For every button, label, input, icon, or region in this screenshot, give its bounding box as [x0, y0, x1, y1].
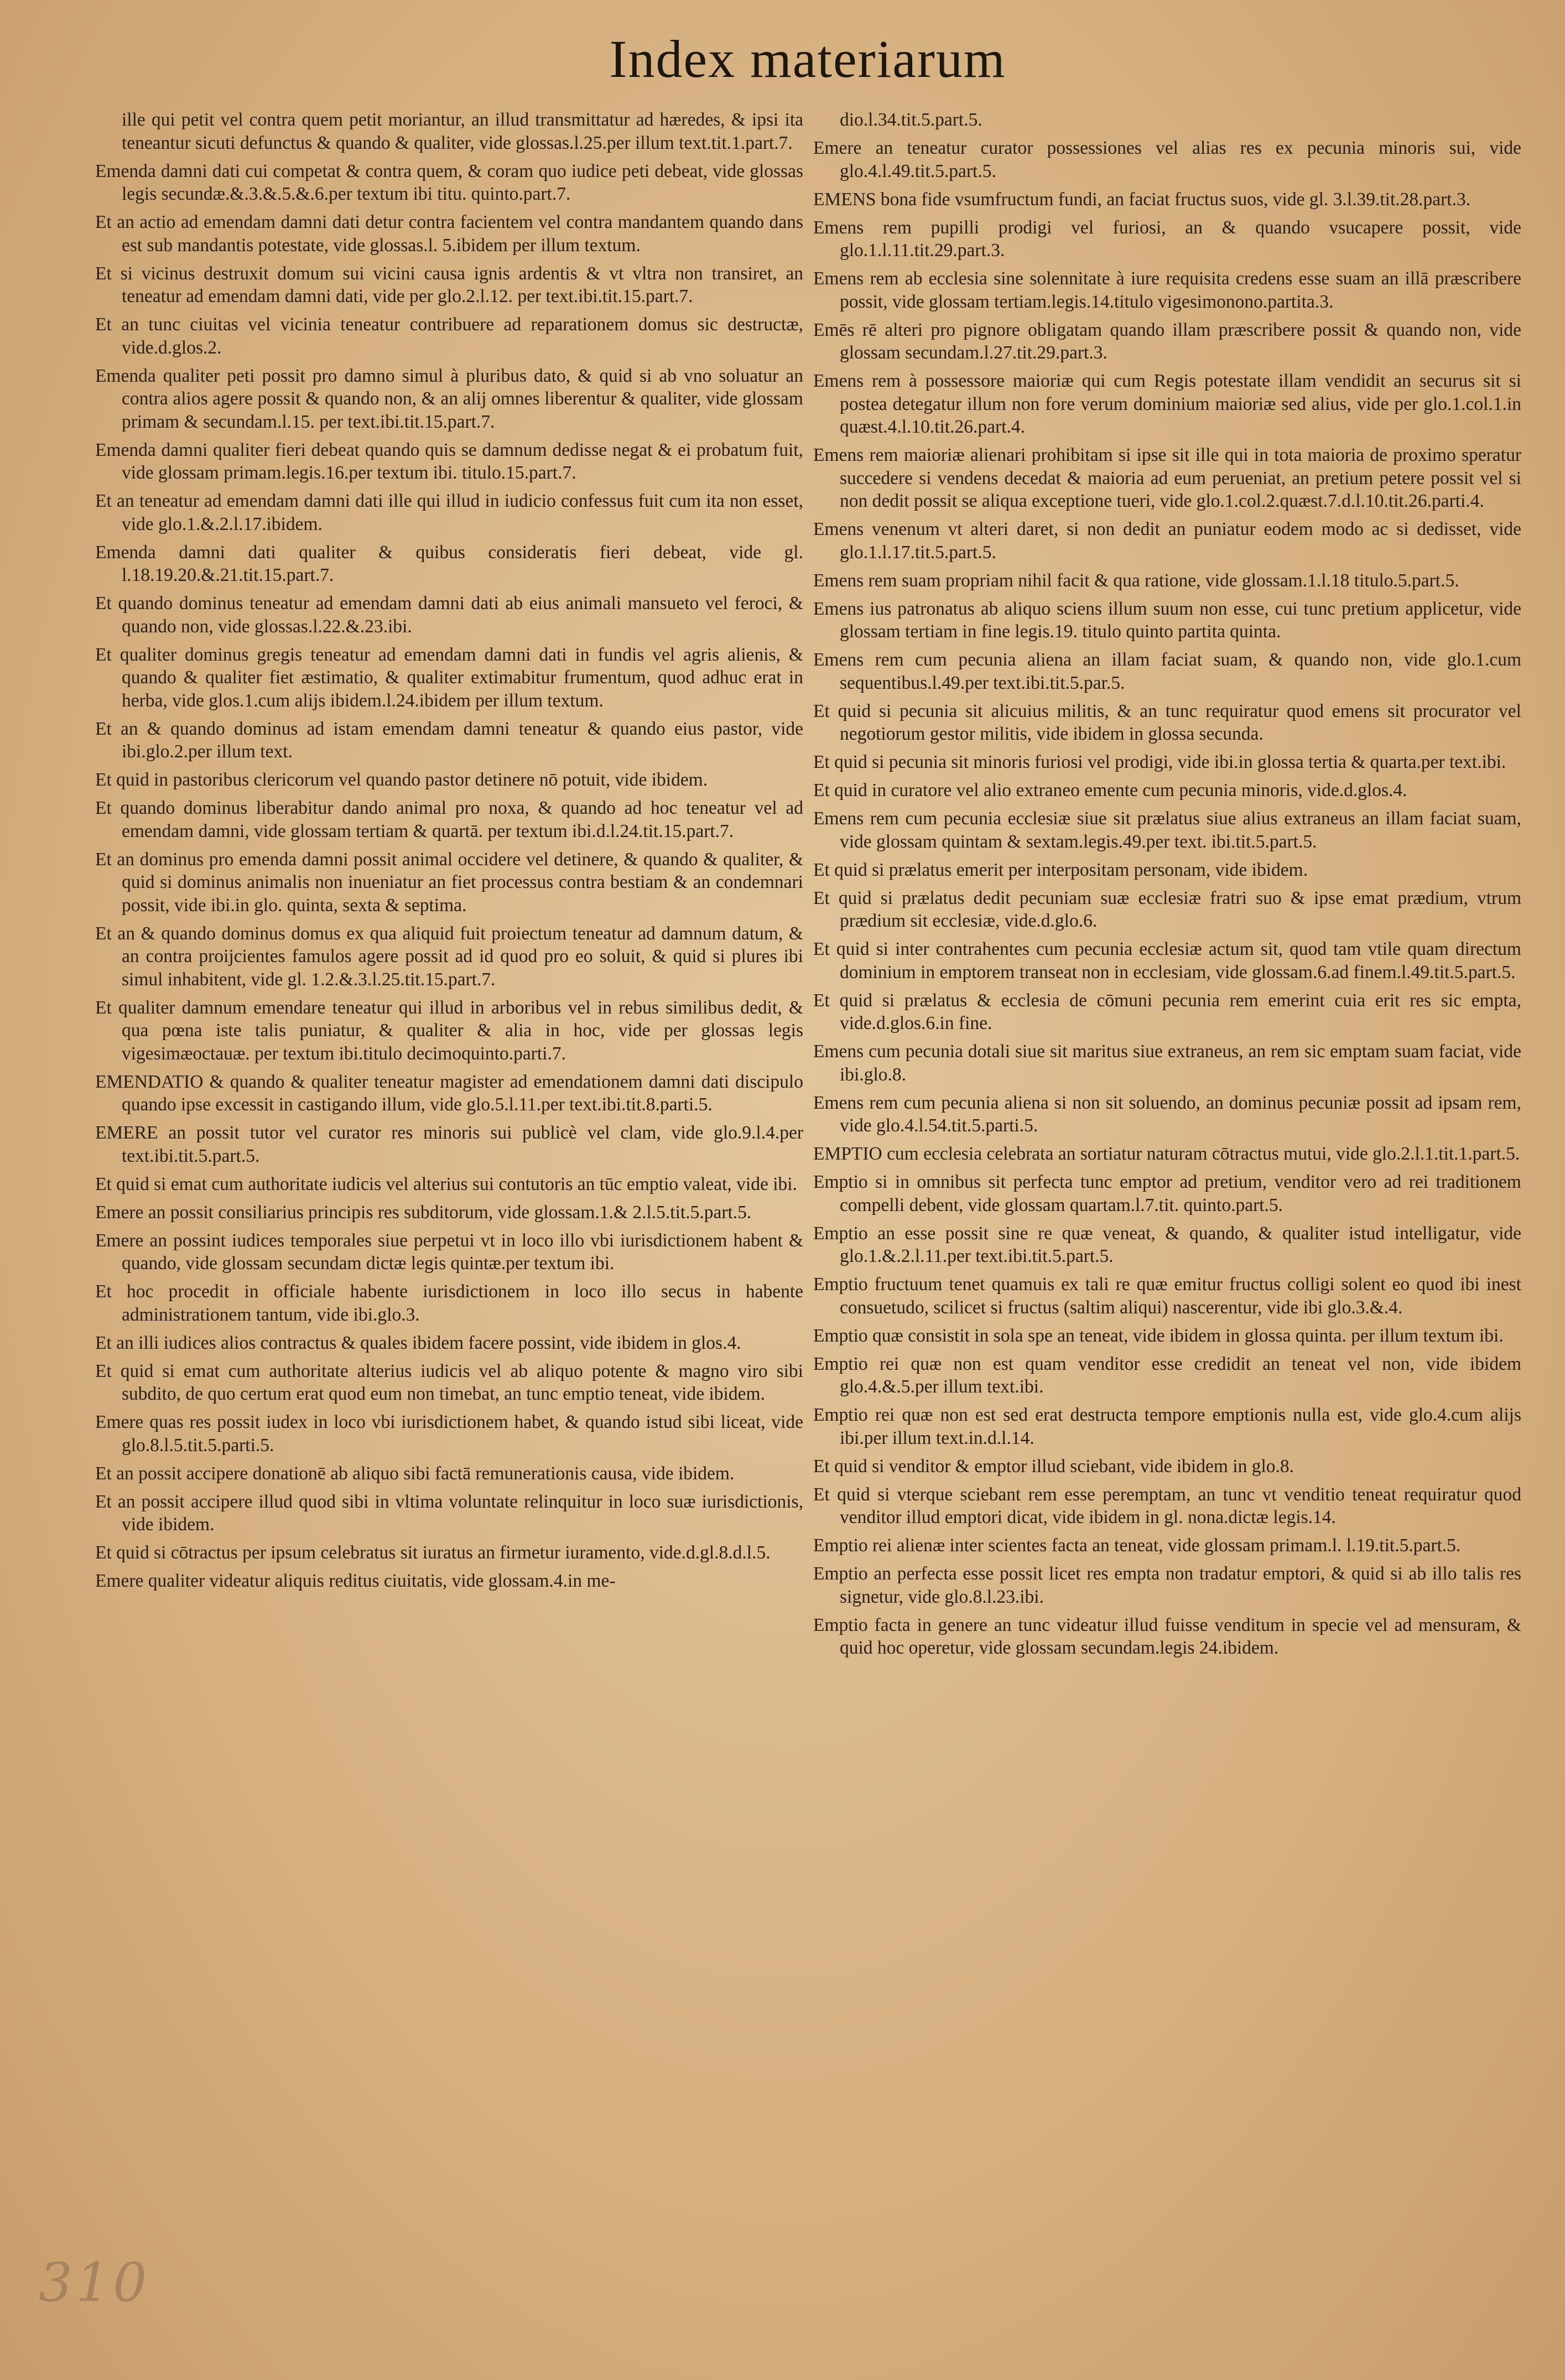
index-entry: Et quando dominus liberabitur dando animal pro noxa, & quando ad hoc teneatur vel ad emendam damni, vide glossam tertiam & quartā. per textum ibi.d.l.24.tit.15.part.7.	[95, 798, 803, 841]
index-entry: Et quid si pecunia sit alicuius militis, & an tunc requiratur quod emens sit procurator vel negotiorum gestor militis, vide ibidem in glossa secunda.	[813, 700, 1521, 744]
index-entry: Et quid si vterque sciebant rem esse peremptam, an tunc vt venditio teneat requiratur quod venditor illud emptori dicat, vide ibidem in gl. nona.dictæ legis.14.	[813, 1484, 1521, 1527]
index-entry: Et an illi iudices alios contractus & quales ibidem facere possint, vide ibidem in glos.4.	[95, 1332, 741, 1353]
index-entry: Emere quas res possit iudex in loco vbi iurisdictionem habet, & quando istud sibi liceat, vide glo.8.l.5.tit.5.parti.5.	[95, 1412, 803, 1456]
index-entry: Et quid si prælatus emerit per interpositam personam, vide ibidem.	[813, 859, 1308, 880]
index-entry: Et quid si venditor & emptor illud sciebant, vide ibidem in glo.8.	[813, 1456, 1294, 1477]
index-entry: Emere qualiter videatur aliquis reditus ciuitatis, vide glossam.4.in me-	[95, 1571, 616, 1591]
index-entry: Et quid in curatore vel alio extraneo emente cum pecunia minoris, vide.d.glos.4.	[813, 780, 1407, 801]
index-entry: Et qualiter damnum emendare teneatur qui illud in arboribus vel in rebus similibus dedit, & qua pœna iste talis puniatur, & qualiter & alia in hoc, vide per glossas legis vigesimæoctauæ. per textum ibi.titulo decimoquinto.parti.7.	[95, 997, 803, 1064]
index-entry: Et an teneatur ad emendam damni dati ille qui illud in iudicio confessus fuit cum ita non esset, vide glo.1.&.2.l.17.ibidem.	[95, 491, 803, 534]
handwritten-folio-number: 310	[39, 2252, 150, 2314]
index-entry: Emens rem ab ecclesia sine solennitate à iure requisita credens esse suam an illā præscribere possit, vide glossam tertiam.legis.14.titulo vigesimonono.partita.3.	[813, 268, 1521, 312]
index-entry: Emēs rē alteri pro pignore obligatam quando illam præscribere possit & quando non, vide glossam secundam.l.27.tit.29.part.3.	[813, 319, 1521, 363]
index-entry: ille qui petit vel contra quem petit moriantur, an illud transmittatur ad hæredes, & ipsi ita teneantur sicuti defunctus & quando & qualiter, vide glossas.l.25.per illum text.tit.1.part.7.	[122, 110, 803, 153]
index-entry: Emens rem suam propriam nihil facit & qua ratione, vide glossam.1.l.18 titulo.5.part.5.	[813, 570, 1459, 591]
index-entry: Emens rem cum pecunia aliena si non sit soluendo, an dominus pecuniæ possit ad ipsam rem, vide glo.4.l.54.tit.5.parti.5.	[813, 1092, 1521, 1136]
index-entry: Et quid si emat cum authoritate alterius iudicis vel ab aliquo potente & magno viro sibi subdito, de quo certum erat quod eum non timebat, an tunc emptio teneat, vide ibidem.	[95, 1360, 803, 1404]
index-entry: Emenda qualiter peti possit pro damno simul à pluribus dato, & quid si ab vno soluatur an contra alios agere possit & quando non, & an alij omnes liberentur & qualiter, vide glossam primam & secundam.l.15. per text.ibi.tit.15.part.7.	[95, 365, 803, 432]
index-entry: Et quid in pastoribus clericorum vel quando pastor detinere nō potuit, vide ibidem.	[95, 770, 708, 790]
index-entry: Emere an possint iudices temporales siue perpetui vt in loco illo vbi iurisdictionem habent & quando, vide glossam secundam dictæ legis quintæ.per textum ibi.	[95, 1230, 803, 1274]
index-entry: Et an possit accipere illud quod sibi in vltima voluntate relinquitur in loco suæ iurisdictionis, vide ibidem.	[95, 1491, 803, 1535]
index-entry: Emptio quæ consistit in sola spe an teneat, vide ibidem in glossa quinta. per illum textum ibi.	[813, 1325, 1504, 1346]
index-entry: Emptio rei quæ non est sed erat destructa tempore emptionis nulla est, vide glo.4.cum alijs ibi.per illum text.in.d.l.14.	[813, 1405, 1521, 1448]
index-entry: Emenda damni dati qualiter & quibus consideratis fieri debeat, vide gl. l.18.19.20.&.21.tit.15.part.7.	[95, 542, 803, 585]
index-entry: Emens rem maioriæ alienari prohibitam si ipse sit ille qui in tota maioria de proximo speratur succedere si vendens decedat & maioria ad eum perueniat, an pretium petere possit vel si non dedit possit se aliqua exceptione tueri, vide glo.1.col.2.quæst.7.d.l.10.tit.26.parti.4.	[813, 445, 1521, 511]
index-entry: Emenda damni qualiter fieri debeat quando quis se damnum dedisse negat & ei probatum fuit, vide glossam primam.legis.16.per textum ibi. titulo.15.part.7.	[95, 439, 803, 483]
index-entry: Emere an teneatur curator possessiones vel alias res ex pecunia minoris sui, vide glo.4.l.49.tit.5.part.5.	[813, 138, 1521, 181]
index-entry: Et quid si emat cum authoritate iudicis vel alterius sui contutoris an tūc emptio valeat, vide ibi.	[95, 1173, 797, 1194]
index-entry: Emptio an esse possit sine re quæ veneat, & quando, & qualiter istud intelligatur, vide glo.1.&.2.l.11.per text.ibi.tit.5.part.5.	[813, 1223, 1521, 1266]
index-entry: EMPTIO cum ecclesia celebrata an sortiatur naturam cōtractus mutui, vide glo.2.l.1.tit.1.part.5.	[813, 1144, 1520, 1164]
index-entry: Emenda damni dati cui competat & contra quem, & coram quo iudice peti debeat, vide glossas legis secundæ.&.3.&.5.&.6.per textum ibi titu. quinto.part.7.	[95, 160, 803, 204]
index-entry: Emens rem cum pecunia ecclesiæ siue sit prælatus siue alius extraneus an illam faciat suam, vide glossam quintam & sextam.legis.49.per text. ibi.tit.5.part.5.	[813, 808, 1521, 852]
index-entry: Emptio fructuum tenet quamuis ex tali re quæ emitur fructus colligi solent eo quod ibi inest consuetudo, scilicet si fructus (saltim aliqui) nascerentur, vide ibi glo.3.&.4.	[813, 1274, 1521, 1318]
index-entry: Emens ius patronatus ab aliquo sciens illum suum non esse, cui tunc pretium applicetur, vide glossam tertiam in fine legis.19. titulo quinto partita quinta.	[813, 598, 1521, 642]
index-entry: Et an & quando dominus ad istam emendam damni teneatur & quando eius pastor, vide ibi.glo.2.per illum text.	[95, 718, 803, 762]
index-entry: Et qualiter dominus gregis teneatur ad emendam damni dati in fundis vel agris alienis, & quando & qualiter fiet æstimatio, & qualiter extimabitur frumentum, quod adhuc erat in herba, vide glos.1.cum alijs ibidem.l.24.ibidem per illum textum.	[95, 644, 803, 711]
index-entry: Emptio rei quæ non est quam venditor esse credidit an teneat vel non, vide ibidem glo.4.&.5.per illum text.ibi.	[813, 1353, 1521, 1397]
index-entry: Emens venenum vt alteri daret, si non dedit an puniatur eodem modo ac si dedisset, vide glo.1.l.17.tit.5.part.5.	[813, 519, 1521, 563]
index-entry: Emptio facta in genere an tunc videatur illud fuisse venditum in specie vel ad mensuram, & quid hoc operetur, vide glossam secundam.legis 24.ibidem.	[813, 1614, 1521, 1658]
index-entry: EMENS bona fide vsumfructum fundi, an faciat fructus suos, vide gl. 3.l.39.tit.28.part.3.	[813, 189, 1471, 210]
index-entry: Et hoc procedit in officiale habente iurisdictionem in loco illo secus in habente administrationem tantum, vide ibi.glo.3.	[95, 1281, 803, 1325]
index-entry: Emens rem cum pecunia aliena an illam faciat suam, & quando non, vide glo.1.cum sequentibus.l.49.per text.ibi.tit.5.par.5.	[813, 649, 1521, 693]
index-entry: Et an possit accipere donationē ab aliquo sibi factā remunerationis causa, vide ibidem.	[95, 1463, 735, 1484]
index-entry: Emens rem à possessore maioriæ qui cum Regis potestate illam vendidit an securus sit si postea detegatur illum non fore verum dominium maioriæ sed alius, vide per glo.1.col.1.in quæst.4.l.10.tit.26.part.4.	[813, 371, 1521, 437]
index-entry: Emptio an perfecta esse possit licet res empta non tradatur emptori, & quid si ab illo talis res signetur, vide glo.8.l.23.ibi.	[813, 1563, 1521, 1607]
index-entry: Et an & quando dominus domus ex qua aliquid fuit proiectum teneatur ad damnum datum, & an contra proijcientes famulos agere possit ad id quod pro eo soluit, & quid si plures ibi simul inhabitent, vide gl. 1.2.&.3.l.25.tit.15.part.7.	[95, 923, 803, 990]
index-entry: Emens rem pupilli prodigi vel furiosi, an & quando vsucapere possit, vide glo.1.l.11.tit.29.part.3.	[813, 217, 1521, 261]
right-column	[813, 108, 1521, 1665]
index-entry: dio.l.34.tit.5.part.5.	[840, 110, 982, 130]
index-entry: Emere an possit consiliarius principis res subditorum, vide glossam.1.& 2.l.5.tit.5.part.5.	[95, 1202, 752, 1223]
index-entry: Et quando dominus teneatur ad emendam damni dati ab eius animali mansueto vel feroci, & quando non, vide glossas.l.22.&.23.ibi.	[95, 593, 803, 637]
left-column	[95, 108, 803, 1598]
index-entry: Et quid si inter contrahentes cum pecunia ecclesiæ actum sit, quod tam vtile quam directum dominium in emptorem transeat non in ecclesiam, vide glossam.6.ad finem.l.49.tit.5.part.5.	[813, 939, 1521, 983]
index-entry: EMERE an possit tutor vel curator res minoris sui publicè vel clam, vide glo.9.l.4.per text.ibi.tit.5.part.5.	[95, 1123, 803, 1166]
index-entry: Emptio si in omnibus sit perfecta tunc emptor ad pretium, venditor vero ad rei traditionem compelli debent, vide glossam quartam.l.7.tit. quinto.part.5.	[813, 1172, 1521, 1215]
page-title: Index materiarum	[609, 29, 1006, 89]
index-entry: EMENDATIO & quando & qualiter teneatur magister ad emendationem damni dati discipulo quando ipse excessit in castigando illum, vide glo.5.l.11.per text.ibi.tit.8.parti.5.	[95, 1071, 803, 1115]
index-entry: Et si vicinus destruxit domum sui vicini causa ignis ardentis & vt vltra non transiret, an teneatur ad emendam damni dati, vide per glo.2.l.12. per text.ibi.tit.15.part.7.	[95, 263, 803, 306]
index-entry: Emptio rei alienæ inter scientes facta an teneat, vide glossam primam.l. l.19.tit.5.part.5.	[813, 1535, 1461, 1556]
index-entry: Et quid si cōtractus per ipsum celebratus sit iuratus an firmetur iuramento, vide.d.gl.8.d.l.5.	[95, 1542, 771, 1563]
index-entry: Emens cum pecunia dotali siue sit maritus siue extraneus, an rem sic emptam suam faciat, vide ibi.glo.8.	[813, 1041, 1521, 1085]
index-entry: Et quid si pecunia sit minoris furiosi vel prodigi, vide ibi.in glossa tertia & quarta.per text.ibi.	[813, 752, 1506, 772]
index-entry: Et an dominus pro emenda damni possit animal occidere vel detinere, & quando & qualiter, & quid si dominus animalis non inueniatur an fiet processus contra bestiam & an condemnari possit, vide ibi.in glo. quinta, sexta & septima.	[95, 849, 803, 916]
index-entry: Et quid si prælatus & ecclesia de cōmuni pecunia rem emerint cuia erit res sic empta, vide.d.glos.6.in fine.	[813, 990, 1521, 1033]
index-entry: Et an tunc ciuitas vel vicinia teneatur contribuere ad reparationem domus sic destructæ, vide.d.glos.2.	[95, 314, 803, 358]
index-entry: Et an actio ad emendam damni dati detur contra facientem vel contra mandantem quando dans est sub mandantis potestate, vide glossas.l. 5.ibidem per illum textum.	[95, 212, 803, 256]
index-entry: Et quid si prælatus dedit pecuniam suæ ecclesiæ fratri suo & ipse emat prædium, vtrum prædium sit ecclesiæ, vide.d.glo.6.	[813, 887, 1521, 931]
